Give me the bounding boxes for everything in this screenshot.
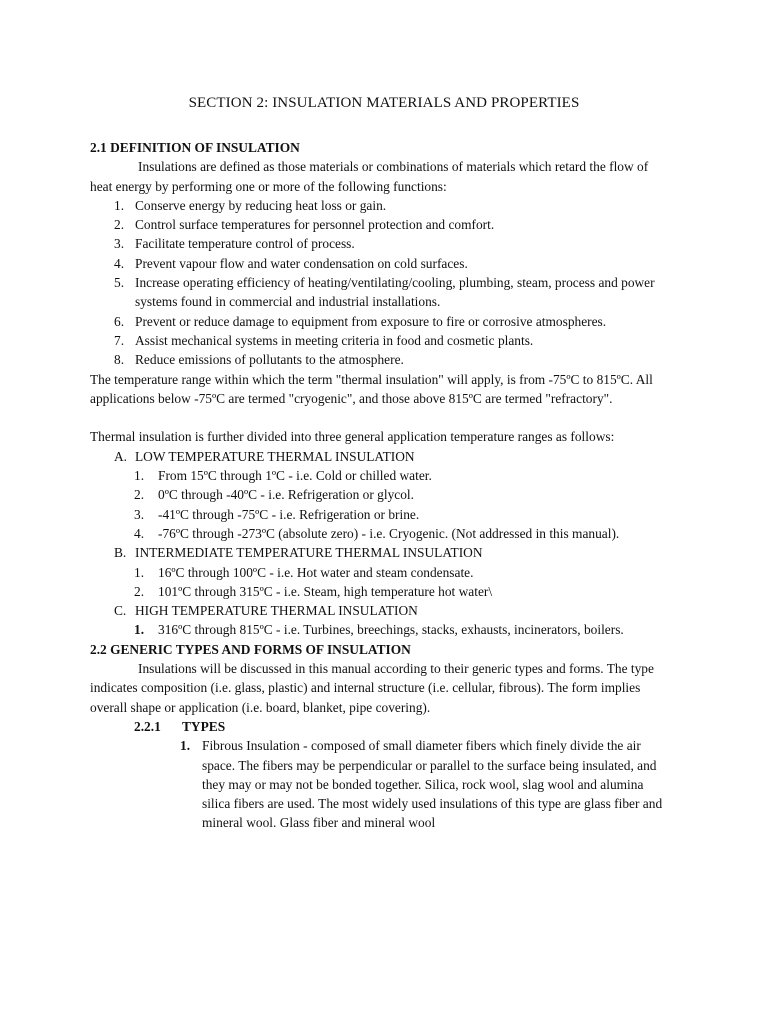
- list-item: [90, 524, 672, 543]
- group-title: INTERMEDIATE TEMPERATURE THERMAL INSULATION: [135, 545, 483, 561]
- functions-list: [90, 196, 672, 370]
- list-text: Reduce emissions of pollutants to the atmosphere.: [135, 352, 404, 368]
- list-item: [90, 331, 672, 350]
- list-number: 1.: [134, 468, 145, 484]
- group-letter: B.: [114, 545, 127, 561]
- list-text: From 15ºC through 1ºC - i.e. Cold or chilled water.: [158, 468, 432, 484]
- list-text: 101ºC through 315ºC - i.e. Steam, high temperature hot water\: [158, 583, 493, 599]
- subsection-2-2-1-heading: [90, 717, 672, 736]
- list-number: 8.: [114, 352, 125, 368]
- list-item: [90, 505, 672, 524]
- list-number: 1.: [134, 622, 145, 638]
- list-item: [90, 466, 672, 485]
- list-number: 2.: [134, 487, 145, 503]
- list-number: 6.: [114, 313, 125, 329]
- group-title: HIGH TEMPERATURE THERMAL INSULATION: [135, 603, 418, 619]
- definition-paragraph: Insulations are defined as those materials or combinations of materials which retard the flow of heat energy by performing one or more of the following functions:: [90, 159, 649, 194]
- list-number: 7.: [114, 332, 125, 348]
- list-item: [90, 215, 672, 234]
- list-number: 1.: [114, 197, 125, 213]
- paragraph-spacer: [90, 408, 672, 427]
- group-heading-low: [90, 447, 672, 466]
- group-heading-high: [90, 601, 672, 620]
- group-letter: C.: [114, 603, 127, 619]
- list-number: 4.: [114, 255, 125, 271]
- list-number: 3.: [134, 506, 145, 522]
- section-2-1-heading: 2.1 DEFINITION OF INSULATION: [90, 140, 300, 155]
- list-text: 16ºC through 100ºC - i.e. Hot water and steam condensate.: [158, 564, 474, 580]
- subsection-title: TYPES: [182, 718, 226, 734]
- list-text: Conserve energy by reducing heat loss or gain.: [135, 197, 387, 213]
- section-2-2-heading: 2.2 GENERIC TYPES AND FORMS OF INSULATION: [90, 641, 411, 657]
- list-text: -41ºC through -75ºC - i.e. Refrigeration or brine.: [158, 506, 420, 522]
- list-text: Increase operating efficiency of heating/ventilating/cooling, plumbing, steam, process and power systems found in commercial and industrial installations.: [135, 275, 655, 310]
- list-text: -76ºC through -273ºC (absolute zero) - i.e. Cryogenic. (Not addressed in this manual).: [158, 525, 620, 541]
- page-content: [90, 138, 672, 833]
- list-item: [90, 582, 672, 601]
- list-item: [90, 620, 672, 639]
- list-number: 4.: [134, 525, 145, 541]
- list-text: 316ºC through 815ºC - i.e. Turbines, breechings, stacks, exhausts, incinerators, boilers.: [158, 622, 624, 638]
- list-item: [90, 254, 672, 273]
- list-text: Control surface temperatures for personnel protection and comfort.: [135, 217, 495, 233]
- list-item: [90, 273, 672, 312]
- group-title: LOW TEMPERATURE THERMAL INSULATION: [135, 448, 415, 464]
- ranges-intro-paragraph: Thermal insulation is further divided into three general application temperature ranges as follows:: [90, 429, 615, 445]
- list-number: 1.: [134, 564, 145, 580]
- list-text: 0ºC through -40ºC - i.e. Refrigeration or glycol.: [158, 487, 414, 503]
- page-title: SECTION 2: INSULATION MATERIALS AND PROPERTIES: [188, 95, 580, 111]
- list-item: [90, 736, 672, 832]
- generic-types-paragraph: Insulations will be discussed in this manual according to their generic types and forms. The type indicates composition (i.e. glass, plastic) and internal structure (i.e. cellular, fibrous). The form implies overall shape or application (i.e. board, blanket, pipe covering).: [90, 661, 654, 715]
- list-number: 5.: [114, 275, 125, 291]
- group-letter: A.: [114, 448, 128, 464]
- list-item: [90, 350, 672, 369]
- list-text: Prevent or reduce damage to equipment from exposure to fire or corrosive atmospheres.: [135, 313, 607, 329]
- list-text: Fibrous Insulation - composed of small diameter fibers which finely divide the air space. The fibers may be perpendicular or parallel to the surface being insulated, and they may or may not be bonded together. Silica, rock wool, slag wool and alumina silica fibers are used. The most widely used insulations of this type are glass fiber and mineral wool. Glass fiber and mineral wool: [202, 738, 663, 831]
- list-text: Prevent vapour flow and water condensation on cold surfaces.: [135, 255, 468, 271]
- list-number: 2.: [114, 217, 125, 233]
- list-number: 2.: [134, 583, 145, 599]
- list-item: [90, 234, 672, 253]
- list-text: Facilitate temperature control of process.: [135, 236, 355, 252]
- list-item: [90, 196, 672, 215]
- list-number: 1.: [180, 738, 191, 754]
- list-item: [90, 312, 672, 331]
- group-heading-intermediate: [90, 543, 672, 562]
- list-text: Assist mechanical systems in meeting criteria in food and cosmetic plants.: [135, 332, 534, 348]
- temperature-groups-list: [90, 447, 672, 640]
- subsection-number: 2.2.1: [134, 718, 161, 734]
- list-item: [90, 485, 672, 504]
- list-number: 3.: [114, 236, 125, 252]
- list-item: [90, 563, 672, 582]
- temperature-range-paragraph: The temperature range within which the term "thermal insulation" will apply, is from -75ºC to 815ºC. All applications below -75ºC are termed "cryogenic", and those above 815ºC are termed "refractory".: [90, 371, 653, 406]
